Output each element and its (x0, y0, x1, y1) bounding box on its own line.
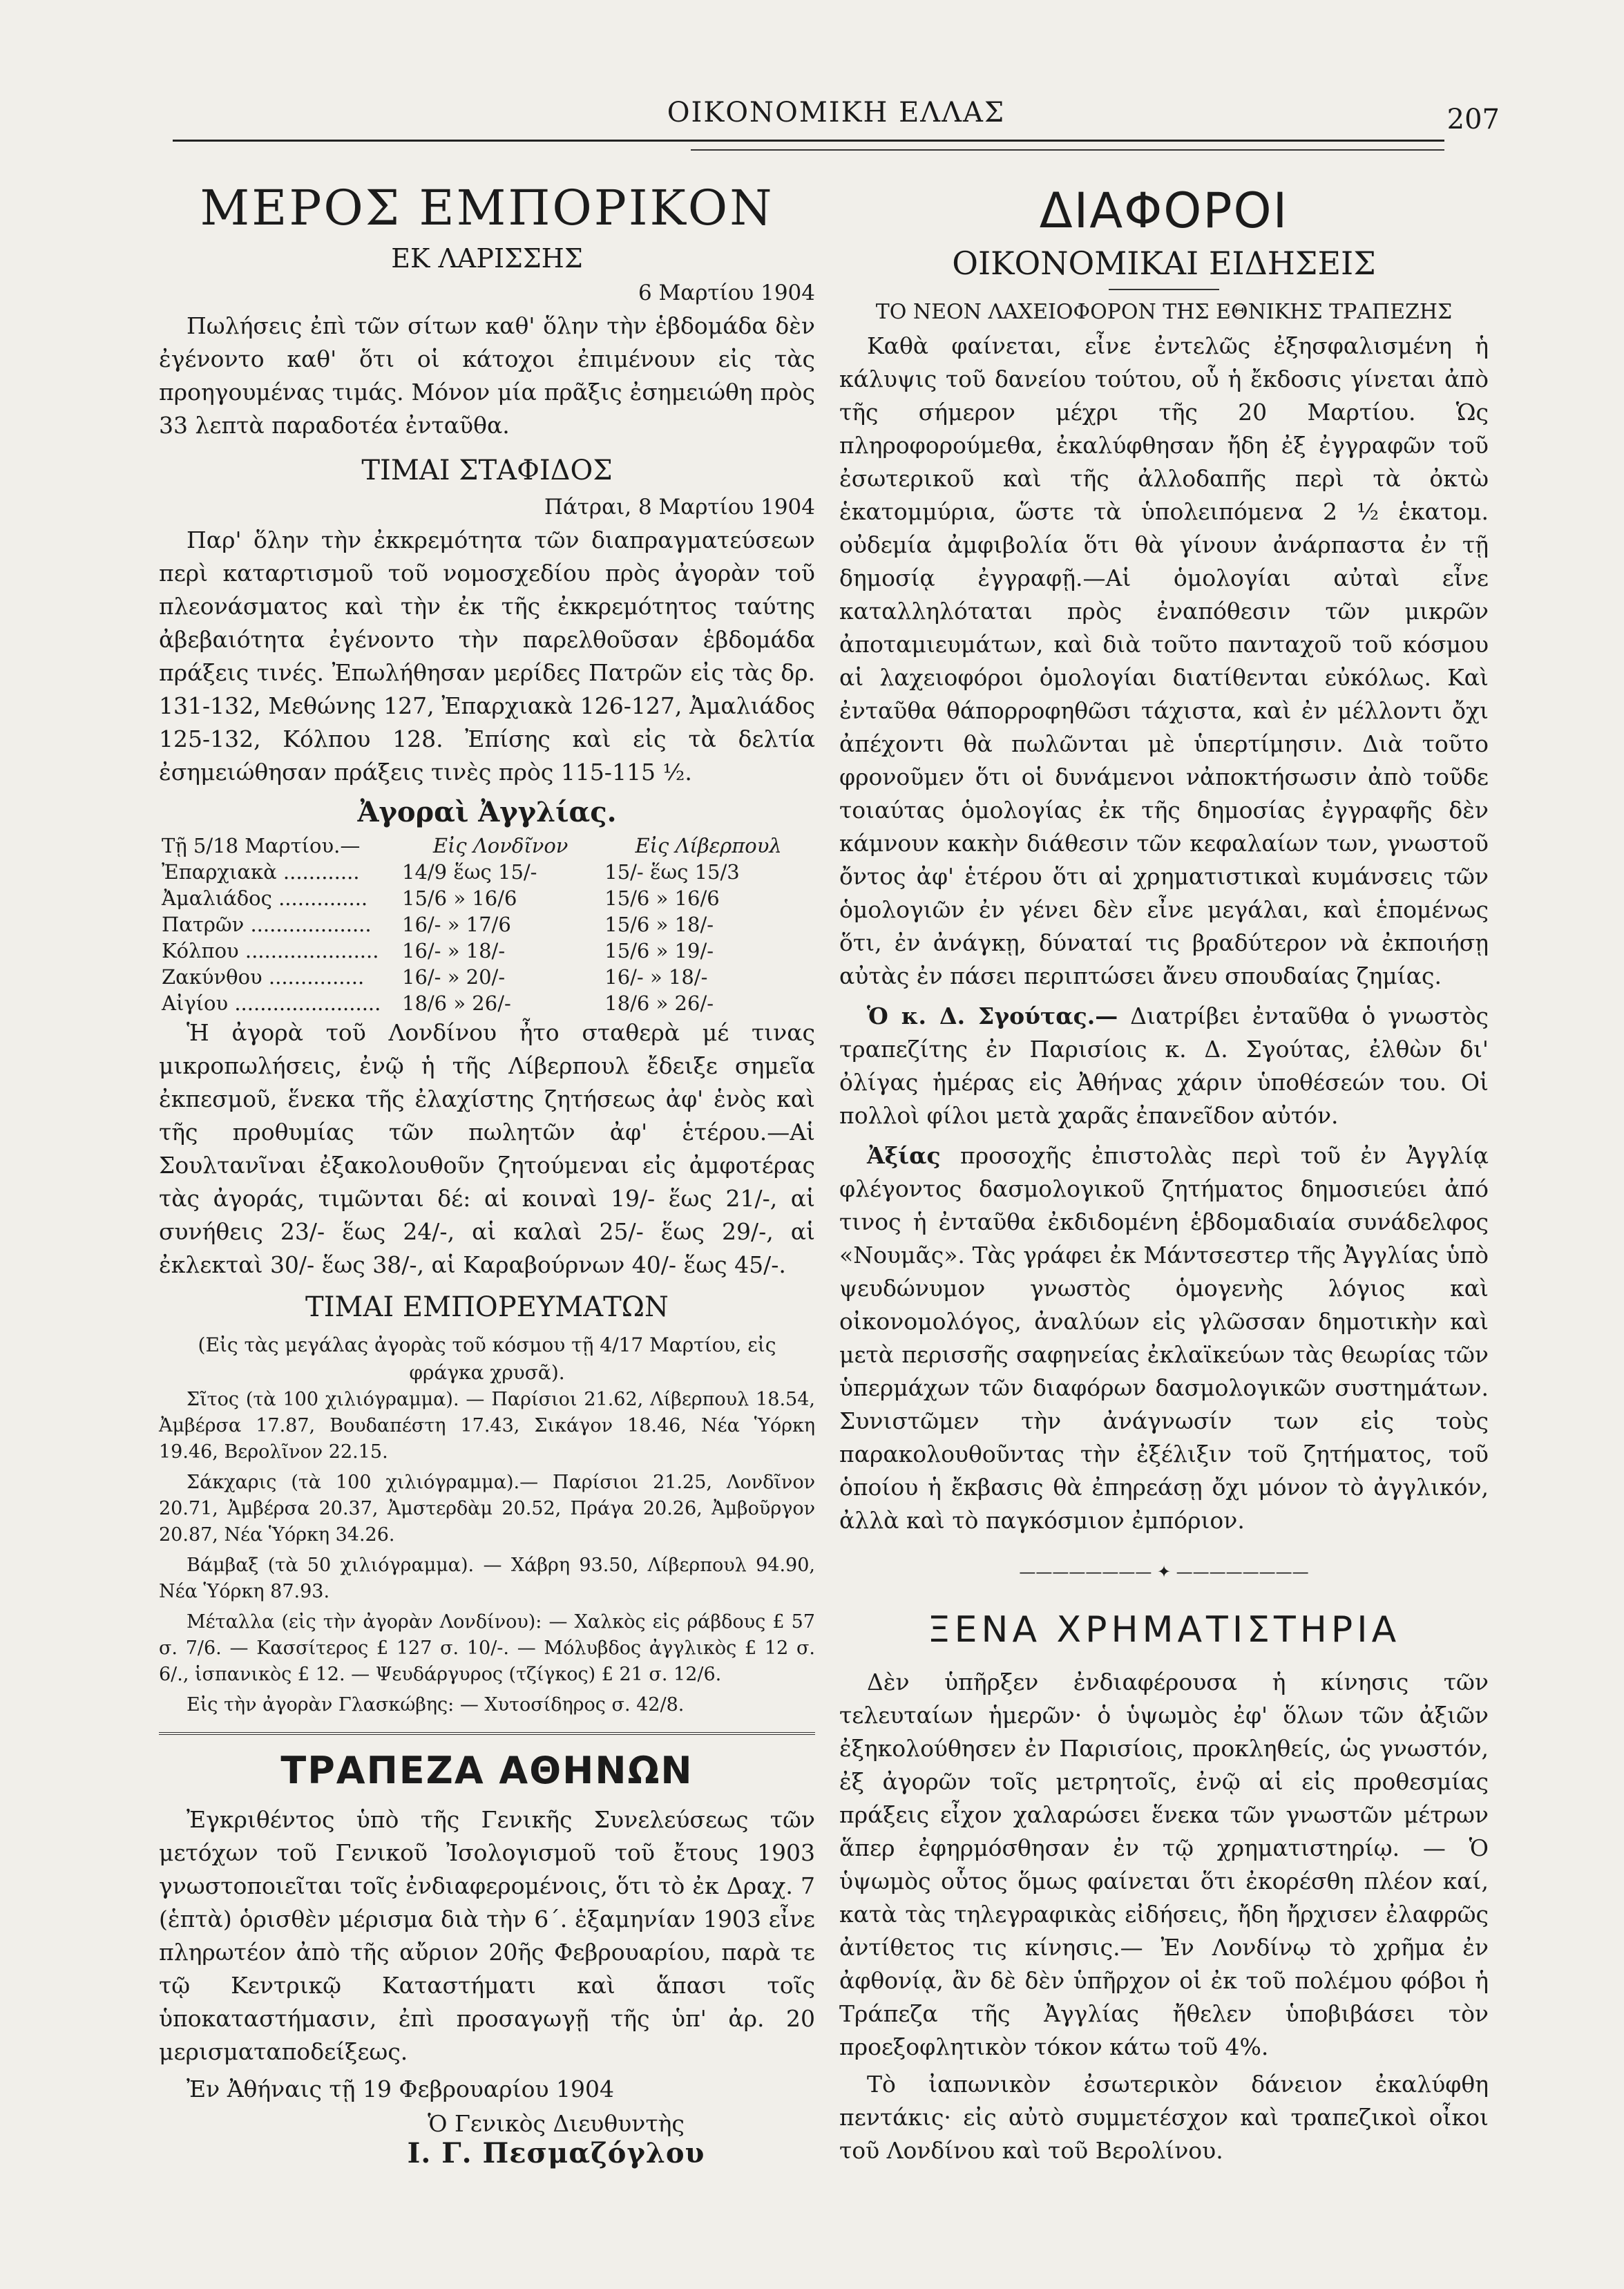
sgoutas-text: Διατρίβει ἐνταῦθα ὁ γνωστὸς τραπεζίτης ἐν Παρισίοις κ. Δ. Σγούτας, ἐλθὼν δι' ὀλίγας ἡμέρας εἰς Ἀθήνας χάριν ὑποθέσεών του. Οἱ πολλοὶ φίλοι μετὰ χαρᾶς ἐπανεῖδον αὐτόν. (839, 1003, 1489, 1129)
liverpool-cell: 18/6 » 26/- (604, 991, 714, 1015)
place-cell: Ἀμαλιάδος .............. (162, 886, 368, 910)
signer-title: Ὁ Γενικὸς Διευθυντὴς (428, 2110, 685, 2137)
larissa-title: ΕΚ ΛΑΡΙΣΣΗΣ (391, 243, 583, 274)
london-cell: 16/- » 17/6 (402, 913, 511, 936)
place-cell: Αἰγίου ....................... (162, 991, 381, 1015)
place-cell: Πατρῶν ................... (162, 913, 372, 936)
bank-title: ΤΡΑΠΕΖΑ ΑΘΗΝΩΝ (280, 1749, 694, 1792)
place-cell: Ἐπαρχιακὰ ............ (162, 860, 360, 884)
london-cell: 16/- » 18/- (402, 939, 506, 962)
col-liverpool: Εἰς Λίβερπουλ (635, 834, 782, 857)
col-london: Εἰς Λονδῖνον (432, 834, 569, 857)
bank-text: Ἐγκριθέντος ὑπὸ τῆς Γενικῆς Συνελεύσεως τῶν μετόχων τοῦ Γενικοῦ Ἰσολογισμοῦ τοῦ ἔτους 1903 γνωστοποιεῖται τοῖς ἐνδιαφερομένοις, ὅτι τὸ ἐκ Δραχ. 7 (ἑπτὰ) ὁρισθὲν μέρισμα διὰ τὴν 6΄. ἑξαμηνίαν 1903 εἶνε πληρωτέον ἀπὸ τῆς αὔριον 20ῆς Φεβρουαρίου, παρὰ τε τῷ Κεντρικῷ Καταστήματι καὶ ἅπασι τοῖς ὑποκαταστήμασιν, ἐπὶ προσαγωγῇ τῆς ὑπ' ἀρ. 20 μερισματαποδείξεως. (159, 1806, 815, 2065)
left-column (159, 166, 815, 2169)
goods-title: ΤΙΜΑΙ ΕΜΠΟΡΕΥΜΑΤΩΝ (305, 1291, 669, 1323)
ornament-divider-icon: ———————— ✦ ———————— (1019, 1562, 1309, 1582)
england-text: Ἡ ἀγορὰ τοῦ Λονδίνου ἦτο σταθερὰ μέ τινας μικροπωλήσεις, ἐνῷ ἡ τῆς Λίβερπουλ ἔδειξε σημεῖα ἐκπεσμοῦ, ἕνεκα τῆς ἐλαχίστης ζητήσεως ἀφ' ἑνὸς καὶ τῆς προθυμίας τῶν πωλητῶν ἀφ' ἑτέρου.—Αἱ Σουλτανῖναι ἐξακολουθοῦν ζητούμεναι εἰς ἀμφοτέρας τὰς ἀγοράς, τιμῶνται δέ: αἱ κοιναὶ 19/- ἕως 21/-, αἱ συνήθεις 23/- ἕως 24/-, αἱ καλαὶ 25/- ἕως 29/-, αἱ ἐκλεκταὶ 30/- ἕως 38/-, αἱ Καραβούρνων 40/- ἕως 45/-. (159, 1019, 815, 1278)
table-row (159, 938, 815, 964)
stafis-text: Παρ' ὅλην τὴν ἐκκρεμότητα τῶν διαπραγματεύσεων περὶ καταρτισμοῦ τοῦ νομοσχεδίου πρὸς ἀγορὰν τοῦ πλεονάσματος καὶ τὴν ἐκ τῆς ἐκκρεμότητος ταύτης ἀβεβαιότητα ἐγένοντο τὴν παρελθοῦσαν ἑβδομάδα πράξεις τινές. Ἐπωλήθησαν μερίδες Πατρῶν εἰς τὰς δρ. 131-132, Μεθώνης 127, Ἐπαρχιακὰ 126-127, Ἀμαλιάδος 125-132, Κόλπου 128. Ἐπίσης καὶ εἰς τὰ δελτία ἐσημειώθησαν πράξεις τινὲς πρὸς 115-115 ½. (159, 526, 815, 786)
table-row (159, 964, 815, 990)
liverpool-cell: 15/6 » 19/- (604, 939, 714, 962)
subtitle-rule (1109, 289, 1219, 290)
sgoutas-lead: Ὁ κ. Δ. Σγούτας.— (867, 1003, 1118, 1029)
header-rule (173, 140, 1444, 142)
goods-item: Εἰς τὴν ἀγορὰν Γλασκώβης: — Χυτοσίδηρος σ. 42/8. (187, 1694, 685, 1716)
goods-item: Βάμβαξ (τὰ 50 χιλιόγραμμα). — Χάβρη 93.50, Λίβερπουλ 94.90, Νέα Ὑόρκη 87.93. (159, 1555, 815, 1602)
price-date-label: Τῇ 5/18 Μαρτίου.— (162, 834, 361, 857)
place-cell: Ζακύνθου ............... (162, 965, 365, 989)
table-row (159, 911, 815, 938)
london-cell: 15/6 » 16/6 (402, 886, 517, 910)
lottery-text: Καθὰ φαίνεται, εἶνε ἐντελῶς ἐξησφαλισμένη ἡ κάλυψις τοῦ δανείου τούτου, οὗ ἡ ἔκδοσις γίνεται ἀπὸ τῆς σήμερον μέχρι τῆς 20 Μαρτίου. Ὡς πληροφορούμεθα, ἐκαλύφθησαν ἤδη ἐξ ἐγγραφῶν τοῦ ἐσωτερικοῦ καὶ τῆς ἀλλοδαπῆς περὶ τὰ ὀκτὼ ἑκατομμύρια, ὥστε τὰ ὑπολειπόμενα 2 ½ ἑκατομ. οὐδεμία ἀμφιβολία ὅτι θὰ γίνουν ἀνάρπαστα ἐν τῇ δημοσίᾳ ἐγγραφῇ.—Αἱ ὁμολογίαι αὐταὶ εἶνε καταλληλόταται πρὸς ἐναπόθεσιν τῶν μικρῶν ἀποταμιευμάτων, καὶ διὰ τοῦτο πανταχοῦ τοῦ κόσμου αἱ λαχειοφόροι ὁμολογίαι διατίθενται εὐκόλως. Καὶ ἐνταῦθα θάπορροφηθῶσι τάχιστα, καὶ ἐν μέλλοντι ὄχι ἀπέχοντι θὰ πωλῶνται μὲ ὑπερτίμησιν. Διὰ τοῦτο φρονοῦμεν ὅτι οἱ δυνάμενοι νἀποκτήσωσιν ἀπὸ τοῦδε τοιαύτας ὁμολογίας ἐκ τῆς δημοσίας ἐγγραφῆς δὲν κάμνουν κακὴν διάθεσιν τῶν κεφαλαίων των, γνωστοῦ ὄντος ἀφ' ἑτέρου ὅτι αἱ χρηματιστικαὶ κυμάνσεις τῶν ὁμολογιῶν ἐν γένει δὲν εἶνε μεγάλαι, καὶ ἑπομένως ὅτι, ἐν ἀνάγκῃ, δύναταί τις βραδύτερον νὰ ἐκποιήσῃ αὐτὰς ἐν πάσει περιπτώσει ἄνευ σπουδαίας ζημίας. (839, 332, 1489, 989)
lottery-title: ΤΟ ΝΕΟΝ ΛΑΧΕΙΟΦΟΡΟΝ ΤΗΣ ΕΘΝΙΚΗΣ ΤΡΑΠΕΖΗΣ (875, 300, 1453, 324)
liverpool-cell: 15/6 » 18/- (604, 913, 714, 936)
right-column (839, 166, 1489, 2172)
running-head (173, 97, 1500, 138)
bank-date: Ἐν Ἀθήναις τῇ 19 Φεβρουαρίου 1904 (187, 2076, 615, 2102)
table-row (159, 990, 815, 1016)
page-number: 207 (1446, 104, 1500, 135)
section-divider (159, 1732, 815, 1735)
london-cell: 18/6 » 26/- (402, 991, 511, 1015)
goods-item: Μέταλλα (εἰς τὴν ἀγορὰν Λονδίνου): — Χαλκὸς εἰς ράβδους £ 57 σ. 7/6. — Κασσίτερος £ 127 σ. 10/-. — Μόλυβδος ἀγγλικὸς £ 12 σ. 6/., ἱσπανικὸς £ 12. — Ψευδάργυρος (τζίγκος) £ 21 σ. 12/6. (159, 1611, 815, 1685)
sgoutas-paragraph (839, 1000, 1489, 1132)
goods-item: Σῖτος (τὰ 100 χιλιόγραμμα). — Παρίσιοι 21.62, Λίβερπουλ 18.54, Ἀμβέρσα 17.87, Βουδαπέστη 17.43, Σικάγον 18.46, Νέα Ὑόρκη 19.46, Βερολῖνον 22.15. (159, 1389, 815, 1463)
stafis-title: ΤΙΜΑΙ ΣΤΑΦΙΔΟΣ (361, 455, 613, 486)
goods-subtitle: (Εἰς τὰς μεγάλας ἀγορὰς τοῦ κόσμου τῇ 4/17 Μαρτίου, εἰς φράγκα χρυσᾶ). (198, 1333, 776, 1384)
table-row (159, 885, 815, 911)
signer-name: Ι. Γ. Πεσμαζόγλου (407, 2137, 705, 2169)
goods-item: Σάκχαρις (τὰ 100 χιλιόγραμμα).— Παρίσιοι 21.25, Λονδῖνον 20.71, Ἀμβέρσα 20.37, Ἀμστερδὰμ 20.52, Πράγα 20.26, Ἀμβοῦργον 20.87, Νέα Ὑόρκη 34.26. (159, 1472, 815, 1546)
foreign-title: ΞΕΝΑ ΧΡΗΜΑΤΙΣΤΗΡΙΑ (927, 1609, 1401, 1651)
larissa-date: 6 Μαρτίου 1904 (638, 281, 815, 305)
axias-text: προσοχῆς ἐπιστολὰς περὶ τοῦ ἐν Ἀγγλίᾳ φλέγοντος δασμολογικοῦ ζητήματος δημοσιεύει ἀπό τινος ἡ ἐνταῦθα ἐκδιδομένη ἑβδομαδιαία συνάδελφος «Νουμᾶς». Τὰς γράφει ἐκ Μάντσεστερ τῆς Ἀγγλίας ὑπὸ ψευδώνυμον γνωστὸς ὁμογενὴς λόγιος καὶ οἰκονομολόγος, ἀναλύων εἰς γλῶσσαν δημοτικὴν καὶ μετὰ περισσῆς σαφηνείας ἐκλαϊκεύων τὰς θεωρίας τῶν ὑπερμάχων τῶν διαφόρων δασμολογικῶν συστημάτων. Συνιστῶμεν τὴν ἀνάγνωσίν των εἰς τοὺς παρακολουθοῦντας τὴν ἐξέλιξιν τοῦ ζητήματος, τοῦ ὁποίου ἡ ἔκβασις θὰ ἐπηρεάσῃ ὄχι μόνον τὸ ἀγγλικόν, ἀλλὰ καὶ τὸ παγκόσμιον ἐμπόριον. (839, 1142, 1489, 1534)
axias-paragraph (839, 1139, 1489, 1537)
place-cell: Κόλπου ..................... (162, 939, 379, 962)
stafis-price-table (159, 833, 815, 1016)
right-title: ΔΙΑΦΟΡΟΙ (1039, 182, 1289, 239)
london-cell: 16/- » 20/- (402, 965, 506, 989)
foreign-text-1: Δὲν ὑπῆρξεν ἐνδιαφέρουσα ἡ κίνησις τῶν τελευταίων ἡμερῶν· ὁ ὑψωμὸς ἐφ' ὅλων τῶν ἀξιῶν ἐξηκολούθησεν ἐν Παρισίοις, προκληθείς, ὡς γνωστόν, ἐξ ἀγορῶν τοῖς μετρητοῖς, ἐνῷ αἱ εἰς προθεσμίας πράξεις εἶχον χαλαρώσει ἕνεκα τῶν γνωστῶν μέτρων ἅπερ ἐφηρμόσθησαν ἐν τῷ χρηματιστηρίῳ. — Ὁ ὑψωμὸς οὗτος ὅμως φαίνεται ὅτι ἐκορέσθη πλέον καί, κατὰ τὰς τηλεγραφικὰς εἰδήσεις, ἤδη ἤρχισεν ἐλαφρῶς ἀντίθετος τις κίνησις.— Ἐν Λονδίνῳ τὸ χρῆμα ἐν ἀφθονίᾳ, ἂν δὲ δὲν ὑπῆρχον οἱ ἐκ τοῦ πολέμου φόβοι ἡ Τράπεζα τῆς Ἀγγλίας ἤθελεν ὑποβιβάσει τὸν προεξοφλητικὸν τόκον κάτω τοῦ 4%. (839, 1669, 1489, 2060)
right-subtitle: ΟΙΚΟΝΟΜΙΚΑΙ ΕΙΔΗΣΕΙΣ (952, 245, 1376, 282)
price-table-header (159, 833, 815, 859)
larissa-text: Πωλήσεις ἐπὶ τῶν σίτων καθ' ὅλην τὴν ἑβδομάδα δὲν ἐγένοντο καθ' ὅτι οἱ κάτοχοι ἐπιμένουν εἰς τὰς προηγουμένας τιμάς. Μόνον μία πρᾶξις ἐσημειώθη πρὸς 33 λεπτὰ παραδοτέα ἐνταῦθα. (159, 312, 815, 439)
foreign-text-2: Τὸ ἰαπωνικὸν ἐσωτερικὸν δάνειον ἐκαλύφθη πεντάκις· εἰς αὐτὸ συμμετέσχον καὶ τραπεζικοὶ οἶκοι τοῦ Λονδίνου καὶ τοῦ Βερολίνου. (839, 2071, 1489, 2164)
liverpool-cell: 15/- ἕως 15/3 (604, 860, 740, 884)
table-row (159, 859, 815, 885)
section-title: ΜΕΡΟΣ ΕΜΠΟΡΙΚΟΝ (200, 180, 774, 236)
axias-lead: Ἀξίας (867, 1142, 941, 1169)
liverpool-cell: 16/- » 18/- (604, 965, 708, 989)
header-rule-secondary (691, 149, 1444, 151)
london-cell: 14/9 ἕως 15/- (402, 860, 537, 884)
journal-title: ΟΙΚΟΝΟΜΙΚΗ ΕΛΛΑΣ (667, 97, 1006, 129)
stafis-date: Πάτραι, 8 Μαρτίου 1904 (544, 495, 815, 520)
liverpool-cell: 15/6 » 16/6 (604, 886, 720, 910)
england-title: Ἀγοραὶ Ἀγγλίας. (357, 796, 617, 828)
